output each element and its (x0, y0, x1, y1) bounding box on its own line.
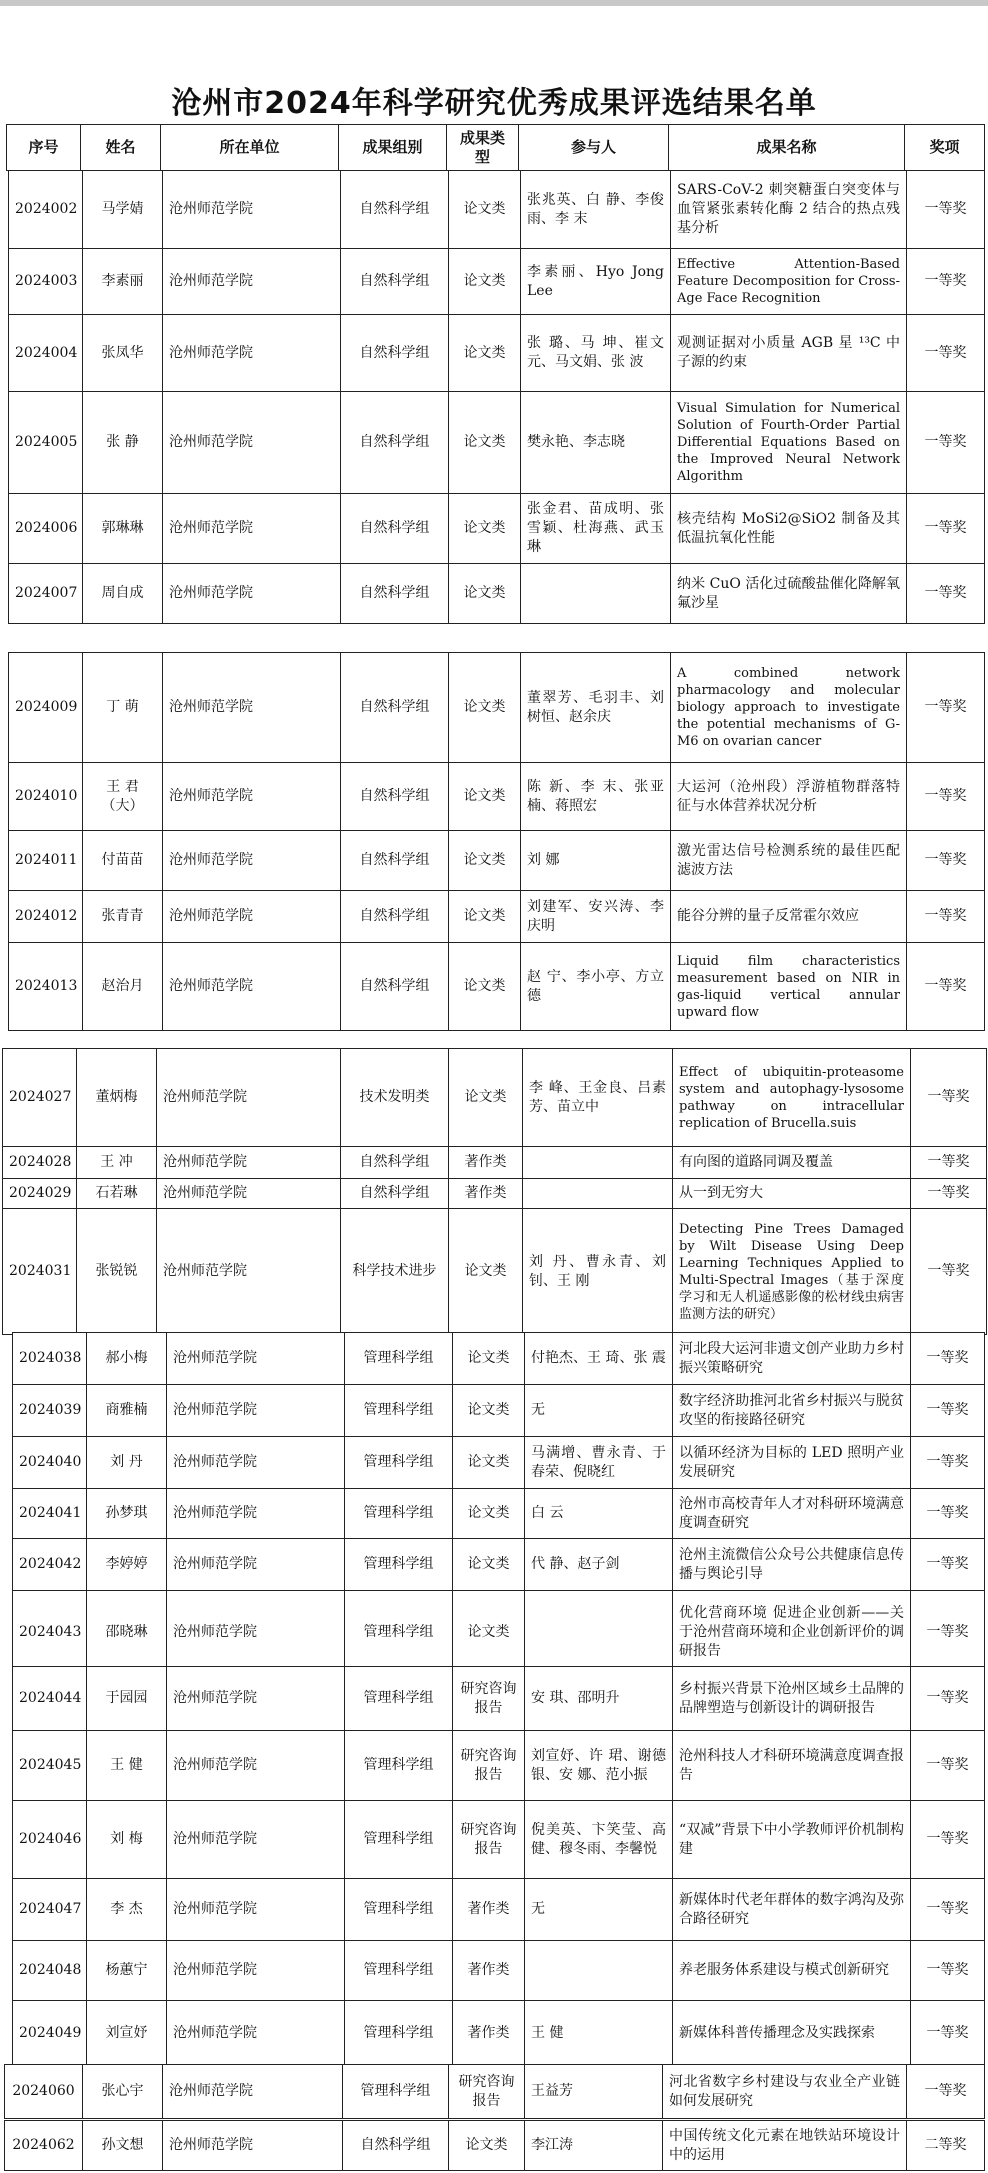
cell-type: 论文类 (449, 653, 521, 763)
cell-award: 一等奖 (907, 831, 985, 891)
cell-id: 2024040 (13, 1437, 87, 1489)
cell-unit: 沧州师范学院 (163, 564, 341, 624)
results-table-header (6, 124, 985, 171)
cell-award: 一等奖 (911, 1209, 987, 1335)
table-row (13, 1385, 985, 1437)
table-row (9, 171, 985, 249)
cell-people: 樊永艳、李志晓 (521, 392, 671, 494)
cell-id: 2024006 (9, 494, 83, 564)
cell-group: 自然科学组 (341, 1179, 449, 1209)
cell-people: 无 (525, 1385, 673, 1437)
table-row (9, 315, 985, 392)
cell-work: 数字经济助推河北省乡村振兴与脱贫攻坚的衔接路径研究 (673, 1385, 911, 1437)
cell-work: 河北省数字乡村建设与农业全产业链如何发展研究 (663, 2065, 907, 2119)
cell-unit: 沧州师范学院 (157, 1049, 341, 1147)
cell-type: 论文类 (449, 392, 521, 494)
cell-unit: 沧州师范学院 (157, 1147, 341, 1179)
cell-people: 刘 娜 (521, 831, 671, 891)
cell-name: 马学婧 (83, 171, 163, 249)
cell-award: 一等奖 (907, 171, 985, 249)
cell-id: 2024004 (9, 315, 83, 392)
table-row (9, 943, 985, 1031)
cell-work: 核壳结构 MoSi2@SiO2 制备及其低温抗氧化性能 (671, 494, 907, 564)
cell-group: 管理科学组 (345, 1879, 453, 1941)
cell-id: 2024027 (3, 1049, 77, 1147)
cell-award: 一等奖 (911, 1801, 985, 1879)
cell-type: 论文类 (449, 315, 521, 392)
cell-group: 自然科学组 (341, 564, 449, 624)
cell-people: 代 静、赵子剑 (525, 1539, 673, 1591)
cell-award: 一等奖 (907, 249, 985, 315)
cell-id: 2024002 (9, 171, 83, 249)
cell-unit: 沧州师范学院 (163, 2121, 343, 2171)
cell-type: 论文类 (453, 1385, 525, 1437)
cell-people (525, 1941, 673, 2001)
cell-name: 李婷婷 (87, 1539, 167, 1591)
cell-type: 研究咨询报告 (449, 2065, 525, 2119)
table-row (13, 1333, 985, 1385)
cell-id: 2024010 (9, 763, 83, 831)
header-row (7, 125, 985, 171)
results-table-fragment (2, 1048, 987, 1335)
cell-group: 科学技术进步 (341, 1209, 449, 1335)
cell-group: 管理科学组 (345, 1667, 453, 1731)
cell-id: 2024005 (9, 392, 83, 494)
cell-award: 二等奖 (907, 2121, 985, 2171)
cell-work: 优化营商环境 促进企业创新——关于沧州营商环境和企业创新评价的调研报告 (673, 1591, 911, 1675)
cell-unit: 沧州师范学院 (163, 392, 341, 494)
cell-people (521, 564, 671, 624)
table-row (9, 564, 985, 624)
cell-name: 孙文想 (83, 2121, 163, 2171)
cell-id: 2024042 (13, 1539, 87, 1591)
cell-work: 能谷分辨的量子反常霍尔效应 (671, 891, 907, 943)
cell-people: 刘 丹、曹永青、刘 钊、王 刚 (523, 1209, 673, 1335)
cell-group: 管理科学组 (345, 1385, 453, 1437)
cell-name: 周自成 (83, 564, 163, 624)
cell-work: 养老服务体系建设与模式创新研究 (673, 1941, 911, 2001)
cell-group: 自然科学组 (341, 249, 449, 315)
cell-unit: 沧州师范学院 (167, 1879, 345, 1941)
cell-unit: 沧州师范学院 (167, 1437, 345, 1489)
cell-people: 安 琪、邵明升 (525, 1667, 673, 1731)
cell-name: 王 君（大） (83, 763, 163, 831)
cell-type: 论文类 (449, 943, 521, 1031)
cell-id: 2024044 (13, 1667, 87, 1731)
table-row (9, 249, 985, 315)
cell-people: 王 健 (525, 2001, 673, 2067)
column-header-id: 序号 (7, 125, 81, 171)
cell-id: 2024007 (9, 564, 83, 624)
cell-award: 一等奖 (911, 1437, 985, 1489)
results-table-fragment (4, 2064, 985, 2119)
cell-unit: 沧州师范学院 (163, 315, 341, 392)
cell-award: 一等奖 (911, 1333, 985, 1385)
cell-unit: 沧州师范学院 (163, 943, 341, 1031)
cell-work: 河北段大运河非遗文创产业助力乡村振兴策略研究 (673, 1333, 911, 1385)
cell-group: 自然科学组 (343, 2121, 449, 2171)
cell-id: 2024029 (3, 1179, 77, 1209)
cell-work: Detecting Pine Trees Damaged by Wilt Disease Using Deep Learning Techniques Applied to Multi-Spectral Images（基于深度学习和无人机遥感影像的松材线虫病害监测方法的研究） (673, 1209, 911, 1335)
table-row (9, 763, 985, 831)
cell-name: 郝小梅 (87, 1333, 167, 1385)
cell-group: 技术发明类 (341, 1049, 449, 1147)
cell-group: 自然科学组 (341, 392, 449, 494)
cell-type: 研究咨询报告 (453, 1731, 525, 1801)
table-row (5, 2065, 985, 2119)
cell-award: 一等奖 (907, 564, 985, 624)
cell-type: 论文类 (449, 494, 521, 564)
cell-type: 论文类 (449, 2121, 525, 2171)
cell-people: 陈 新、李 末、张亚楠、蒋照宏 (521, 763, 671, 831)
cell-award: 一等奖 (911, 1731, 985, 1801)
table-row (9, 494, 985, 564)
cell-type: 论文类 (449, 249, 521, 315)
cell-type: 著作类 (449, 1179, 523, 1209)
cell-type: 论文类 (449, 831, 521, 891)
cell-award: 一等奖 (911, 1049, 987, 1147)
cell-people: 付艳杰、王 琦、张 震 (525, 1333, 673, 1385)
cell-people: 张兆英、白 静、李俊雨、李 末 (521, 171, 671, 249)
cell-id: 2024043 (13, 1591, 87, 1675)
cell-work: 新媒体时代老年群体的数字鸿沟及弥合路径研究 (673, 1879, 911, 1941)
cell-award: 一等奖 (907, 891, 985, 943)
cell-unit: 沧州师范学院 (163, 763, 341, 831)
table-row (13, 1437, 985, 1489)
cell-award: 一等奖 (907, 494, 985, 564)
cell-award: 一等奖 (911, 1879, 985, 1941)
results-table-fragment (12, 1666, 985, 2067)
cell-group: 管理科学组 (345, 1941, 453, 2001)
cell-type: 论文类 (449, 171, 521, 249)
cell-unit: 沧州师范学院 (167, 1801, 345, 1879)
cell-award: 一等奖 (907, 315, 985, 392)
cell-award: 一等奖 (911, 1941, 985, 2001)
cell-group: 管理科学组 (343, 2065, 449, 2119)
cell-id: 2024048 (13, 1941, 87, 2001)
cell-work: SARS-CoV-2 刺突糖蛋白突变体与血管紧张素转化酶 2 结合的热点残基分析 (671, 171, 907, 249)
cell-unit: 沧州师范学院 (163, 891, 341, 943)
cell-unit: 沧州师范学院 (167, 1941, 345, 2001)
cell-group: 管理科学组 (345, 1489, 453, 1539)
cell-unit: 沧州师范学院 (157, 1179, 341, 1209)
cell-group: 自然科学组 (341, 171, 449, 249)
cell-name: 邵晓琳 (87, 1591, 167, 1675)
cell-work: 中国传统文化元素在地铁站环境设计中的运用 (663, 2121, 907, 2171)
cell-group: 自然科学组 (341, 891, 449, 943)
cell-people: 李素丽、Hyo Jong Lee (521, 249, 671, 315)
cell-people: 李江涛 (525, 2121, 663, 2171)
cell-type: 研究咨询报告 (453, 1667, 525, 1731)
cell-award: 一等奖 (911, 1539, 985, 1591)
table-row (9, 392, 985, 494)
cell-work: 激光雷达信号检测系统的最佳匹配滤波方法 (671, 831, 907, 891)
cell-work: 沧州科技人才科研环境满意度调查报告 (673, 1731, 911, 1801)
cell-type: 论文类 (449, 564, 521, 624)
cell-work: 观测证据对小质量 AGB 星 ¹³C 中子源的约束 (671, 315, 907, 392)
cell-name: 刘 梅 (87, 1801, 167, 1879)
cell-group: 管理科学组 (345, 1801, 453, 1879)
results-table-fragment (12, 1332, 985, 1675)
cell-award: 一等奖 (907, 392, 985, 494)
cell-name: 商雅楠 (87, 1385, 167, 1437)
cell-award: 一等奖 (911, 1385, 985, 1437)
cell-people: 张金君、苗成明、张雪颖、杜海燕、武玉琳 (521, 494, 671, 564)
cell-type: 著作类 (453, 1879, 525, 1941)
cell-people: 张 璐、马 坤、崔文元、马文娟、张 波 (521, 315, 671, 392)
cell-people: 倪美英、卞笑莹、高 健、穆冬雨、李馨悦 (525, 1801, 673, 1879)
table-row (3, 1209, 987, 1335)
cell-name: 付苗苗 (83, 831, 163, 891)
cell-name: 于园园 (87, 1667, 167, 1731)
cell-people (525, 1591, 673, 1675)
cell-people: 刘宣妤、许 珺、谢德银、安 娜、范小振 (525, 1731, 673, 1801)
cell-name: 赵治月 (83, 943, 163, 1031)
cell-type: 著作类 (453, 1941, 525, 2001)
cell-award: 一等奖 (907, 943, 985, 1031)
cell-name: 丁 萌 (83, 653, 163, 763)
cell-id: 2024031 (3, 1209, 77, 1335)
cell-award: 一等奖 (911, 1147, 987, 1179)
cell-people (523, 1179, 673, 1209)
cell-group: 自然科学组 (341, 831, 449, 891)
cell-work: Liquid film characteristics measurement based on NIR in gas-liquid vertical annular upward flow (671, 943, 907, 1031)
cell-name: 王 健 (87, 1731, 167, 1801)
column-header-name: 姓名 (81, 125, 161, 171)
cell-type: 论文类 (449, 1049, 523, 1147)
table-row (9, 653, 985, 763)
cell-award: 一等奖 (911, 2001, 985, 2067)
table-row (13, 2001, 985, 2067)
table-row (13, 1489, 985, 1539)
cell-id: 2024012 (9, 891, 83, 943)
cell-id: 2024039 (13, 1385, 87, 1437)
cell-group: 自然科学组 (341, 653, 449, 763)
cell-award: 一等奖 (911, 1591, 985, 1675)
cell-name: 张锐锐 (77, 1209, 157, 1335)
cell-award: 一等奖 (911, 1179, 987, 1209)
cell-type: 论文类 (453, 1489, 525, 1539)
column-header-type: 成果类型 (447, 125, 519, 171)
top-scrollbar-strip (0, 0, 988, 6)
cell-id: 2024003 (9, 249, 83, 315)
cell-type: 论文类 (453, 1591, 525, 1675)
cell-people: 董翠芳、毛羽丰、刘树恒、赵余庆 (521, 653, 671, 763)
cell-unit: 沧州师范学院 (167, 1385, 345, 1437)
cell-unit: 沧州师范学院 (167, 1667, 345, 1731)
cell-group: 自然科学组 (341, 315, 449, 392)
cell-award: 一等奖 (907, 653, 985, 763)
table-row (3, 1179, 987, 1209)
cell-people (523, 1147, 673, 1179)
cell-work: 沧州市高校青年人才对科研环境满意度调查研究 (673, 1489, 911, 1539)
cell-id: 2024047 (13, 1879, 87, 1941)
cell-name: 刘 丹 (87, 1437, 167, 1489)
cell-name: 张 静 (83, 392, 163, 494)
cell-type: 论文类 (453, 1539, 525, 1591)
results-table-fragment (8, 170, 985, 624)
cell-group: 自然科学组 (341, 943, 449, 1031)
table-row (13, 1539, 985, 1591)
cell-unit: 沧州师范学院 (163, 2065, 343, 2119)
cell-unit: 沧州师范学院 (167, 1731, 345, 1801)
cell-group: 管理科学组 (345, 1437, 453, 1489)
cell-name: 王 冲 (77, 1147, 157, 1179)
cell-id: 2024046 (13, 1801, 87, 1879)
cell-name: 石若琳 (77, 1179, 157, 1209)
cell-people: 白 云 (525, 1489, 673, 1539)
cell-id: 2024049 (13, 2001, 87, 2067)
cell-group: 管理科学组 (345, 1539, 453, 1591)
cell-unit: 沧州师范学院 (167, 2001, 345, 2067)
cell-award: 一等奖 (907, 2065, 985, 2119)
cell-group: 自然科学组 (341, 763, 449, 831)
cell-name: 杨蕙宁 (87, 1941, 167, 2001)
cell-name: 董炳梅 (77, 1049, 157, 1147)
cell-id: 2024009 (9, 653, 83, 763)
cell-group: 管理科学组 (345, 1591, 453, 1675)
cell-id: 2024045 (13, 1731, 87, 1801)
cell-name: 李素丽 (83, 249, 163, 315)
column-header-group: 成果组别 (339, 125, 447, 171)
cell-type: 论文类 (453, 1437, 525, 1489)
cell-group: 管理科学组 (345, 2001, 453, 2067)
cell-work: 大运河（沧州段）浮游植物群落特征与水体营养状况分析 (671, 763, 907, 831)
cell-work: 以循环经济为目标的 LED 照明产业发展研究 (673, 1437, 911, 1489)
cell-id: 2024060 (5, 2065, 83, 2119)
cell-id: 2024062 (5, 2121, 83, 2171)
column-header-work: 成果名称 (669, 125, 905, 171)
cell-name: 郭琳琳 (83, 494, 163, 564)
cell-unit: 沧州师范学院 (167, 1591, 345, 1675)
column-header-award: 奖项 (905, 125, 985, 171)
cell-unit: 沧州师范学院 (167, 1539, 345, 1591)
cell-group: 管理科学组 (345, 1731, 453, 1801)
cell-group: 自然科学组 (341, 494, 449, 564)
cell-work: 从一到无穷大 (673, 1179, 911, 1209)
results-table-fragment (8, 652, 985, 1031)
table-row (13, 1667, 985, 1731)
cell-name: 张心宇 (83, 2065, 163, 2119)
cell-award: 一等奖 (907, 763, 985, 831)
cell-name: 刘宣妤 (87, 2001, 167, 2067)
column-header-unit: 所在单位 (161, 125, 339, 171)
cell-unit: 沧州师范学院 (167, 1333, 345, 1385)
cell-award: 一等奖 (911, 1489, 985, 1539)
table-row (3, 1147, 987, 1179)
cell-work: Visual Simulation for Numerical Solution of Fourth-Order Partial Differential Equations Based on the Improved Neural Network Algorithm (671, 392, 907, 494)
cell-award: 一等奖 (911, 1667, 985, 1731)
cell-work: “双减”背景下中小学教师评价机制构建 (673, 1801, 911, 1879)
cell-work: 沧州主流微信公众号公共健康信息传播与舆论引导 (673, 1539, 911, 1591)
cell-unit: 沧州师范学院 (163, 831, 341, 891)
cell-name: 孙梦琪 (87, 1489, 167, 1539)
cell-people: 刘建军、安兴涛、李庆明 (521, 891, 671, 943)
table-row (9, 831, 985, 891)
cell-id: 2024013 (9, 943, 83, 1031)
cell-group: 自然科学组 (341, 1147, 449, 1179)
table-row (13, 1941, 985, 2001)
cell-id: 2024011 (9, 831, 83, 891)
document-title: 沧州市2024年科学研究优秀成果评选结果名单 (171, 86, 817, 121)
cell-type: 论文类 (449, 891, 521, 943)
cell-work: 新媒体科普传播理念及实践探索 (673, 2001, 911, 2067)
results-table-fragment (4, 2120, 985, 2171)
cell-type: 著作类 (453, 2001, 525, 2067)
cell-id: 2024041 (13, 1489, 87, 1539)
table-row (5, 2121, 985, 2171)
cell-type: 论文类 (449, 763, 521, 831)
cell-work: A combined network pharmacology and molecular biology approach to investigate the potential mechanisms of G-M6 on ovarian cancer (671, 653, 907, 763)
cell-unit: 沧州师范学院 (163, 653, 341, 763)
cell-work: Effect of ubiquitin-proteasome system and autophagy-lysosome pathway on intracellular replication of Brucella.suis (673, 1049, 911, 1147)
cell-work: 纳米 CuO 活化过硫酸盐催化降解氧氟沙星 (671, 564, 907, 624)
cell-work: Effective Attention-Based Feature Decomposition for Cross-Age Face Recognition (671, 249, 907, 315)
cell-work: 乡村振兴背景下沧州区域乡土品牌的品牌塑造与创新设计的调研报告 (673, 1667, 911, 1731)
cell-type: 论文类 (449, 1209, 523, 1335)
cell-people: 李 峰、王金良、吕素芳、苗立中 (523, 1049, 673, 1147)
table-row (13, 1879, 985, 1941)
column-header-people: 参与人 (519, 125, 669, 171)
cell-group: 管理科学组 (345, 1333, 453, 1385)
cell-name: 张青青 (83, 891, 163, 943)
cell-people: 赵 宁、李小亭、方立德 (521, 943, 671, 1031)
cell-id: 2024028 (3, 1147, 77, 1179)
cell-type: 研究咨询报告 (453, 1801, 525, 1879)
cell-id: 2024038 (13, 1333, 87, 1385)
cell-type: 论文类 (453, 1333, 525, 1385)
cell-unit: 沧州师范学院 (163, 171, 341, 249)
cell-type: 著作类 (449, 1147, 523, 1179)
cell-unit: 沧州师范学院 (163, 249, 341, 315)
cell-name: 李 杰 (87, 1879, 167, 1941)
table-row (13, 1591, 985, 1675)
cell-people: 马满增、曹永青、于春荣、倪晓红 (525, 1437, 673, 1489)
cell-work: 有向图的道路同调及覆盖 (673, 1147, 911, 1179)
cell-unit: 沧州师范学院 (163, 494, 341, 564)
table-row (3, 1049, 987, 1147)
table-row (9, 891, 985, 943)
cell-people: 王益芳 (525, 2065, 663, 2119)
table-row (13, 1731, 985, 1801)
cell-people: 无 (525, 1879, 673, 1941)
table-row (13, 1801, 985, 1879)
cell-name: 张凤华 (83, 315, 163, 392)
cell-unit: 沧州师范学院 (157, 1209, 341, 1335)
cell-unit: 沧州师范学院 (167, 1489, 345, 1539)
